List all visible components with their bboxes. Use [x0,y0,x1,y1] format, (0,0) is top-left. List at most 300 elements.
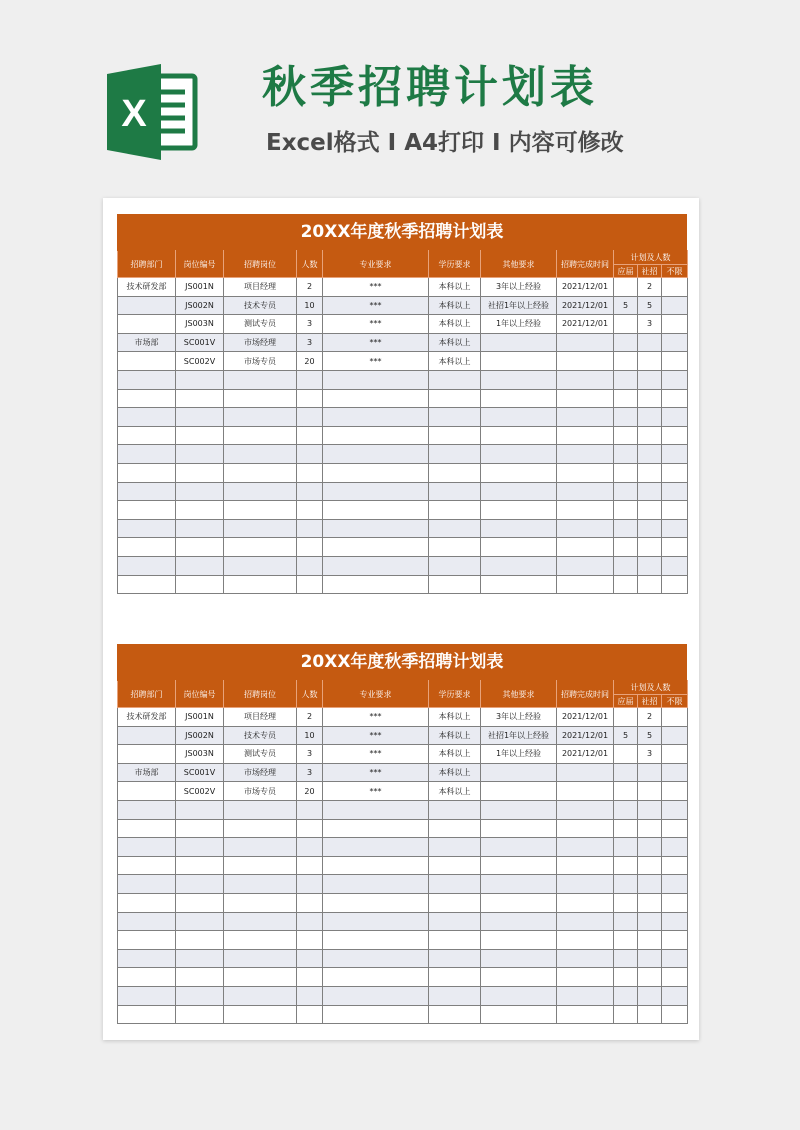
cell-major[interactable]: *** [323,315,429,334]
cell-edu[interactable] [429,408,481,427]
cell-code[interactable] [176,408,224,427]
cell-major[interactable] [323,1005,429,1024]
cell-code[interactable]: JS002N [176,296,224,315]
cell-edu[interactable] [429,838,481,857]
cell-fresh[interactable] [614,819,638,838]
cell-dept[interactable] [118,501,176,520]
cell-fresh[interactable] [614,278,638,297]
cell-count[interactable] [297,875,323,894]
cell-date[interactable] [557,968,614,987]
cell-fresh[interactable] [614,333,638,352]
cell-code[interactable] [176,463,224,482]
cell-fresh[interactable]: 5 [614,296,638,315]
cell-fresh[interactable] [614,968,638,987]
cell-code[interactable] [176,556,224,575]
cell-date[interactable] [557,556,614,575]
cell-dept[interactable] [118,1005,176,1024]
cell-date[interactable] [557,912,614,931]
cell-position[interactable] [224,875,297,894]
cell-other[interactable] [481,352,557,371]
cell-position[interactable]: 市场专员 [224,352,297,371]
cell-edu[interactable]: 本科以上 [429,726,481,745]
cell-edu[interactable] [429,370,481,389]
cell-social[interactable] [638,538,662,557]
cell-any[interactable] [662,426,688,445]
cell-major[interactable] [323,931,429,950]
cell-social[interactable]: 3 [638,315,662,334]
cell-dept[interactable] [118,538,176,557]
cell-date[interactable] [557,463,614,482]
cell-social[interactable] [638,519,662,538]
cell-other[interactable] [481,838,557,857]
cell-count[interactable]: 3 [297,745,323,764]
cell-major[interactable] [323,838,429,857]
cell-any[interactable] [662,912,688,931]
cell-other[interactable] [481,931,557,950]
cell-position[interactable] [224,463,297,482]
cell-fresh[interactable] [614,370,638,389]
cell-position[interactable] [224,389,297,408]
cell-date[interactable] [557,482,614,501]
cell-major[interactable] [323,875,429,894]
cell-fresh[interactable] [614,445,638,464]
cell-code[interactable] [176,538,224,557]
cell-other[interactable]: 社招1年以上经验 [481,296,557,315]
cell-code[interactable] [176,800,224,819]
cell-fresh[interactable] [614,838,638,857]
cell-code[interactable] [176,482,224,501]
cell-any[interactable] [662,893,688,912]
cell-dept[interactable] [118,556,176,575]
cell-date[interactable] [557,426,614,445]
cell-any[interactable] [662,838,688,857]
cell-any[interactable] [662,501,688,520]
cell-other[interactable] [481,986,557,1005]
cell-social[interactable] [638,352,662,371]
cell-code[interactable] [176,389,224,408]
cell-other[interactable] [481,538,557,557]
cell-date[interactable] [557,408,614,427]
cell-edu[interactable] [429,389,481,408]
cell-fresh[interactable] [614,315,638,334]
cell-social[interactable] [638,482,662,501]
cell-any[interactable] [662,575,688,594]
cell-major[interactable] [323,538,429,557]
cell-any[interactable] [662,333,688,352]
cell-fresh[interactable] [614,856,638,875]
cell-any[interactable] [662,856,688,875]
cell-dept[interactable] [118,726,176,745]
cell-count[interactable] [297,838,323,857]
cell-count[interactable] [297,575,323,594]
cell-other[interactable] [481,968,557,987]
cell-other[interactable] [481,501,557,520]
cell-dept[interactable] [118,445,176,464]
cell-social[interactable] [638,912,662,931]
cell-edu[interactable] [429,445,481,464]
cell-date[interactable] [557,763,614,782]
cell-code[interactable]: SC001V [176,333,224,352]
cell-edu[interactable]: 本科以上 [429,296,481,315]
cell-other[interactable] [481,333,557,352]
cell-date[interactable] [557,352,614,371]
cell-fresh[interactable] [614,708,638,727]
cell-major[interactable]: *** [323,782,429,801]
cell-count[interactable]: 2 [297,278,323,297]
cell-fresh[interactable] [614,519,638,538]
cell-count[interactable] [297,538,323,557]
cell-date[interactable]: 2021/12/01 [557,296,614,315]
cell-any[interactable] [662,1005,688,1024]
cell-edu[interactable] [429,556,481,575]
cell-edu[interactable] [429,482,481,501]
cell-major[interactable]: *** [323,708,429,727]
cell-major[interactable] [323,912,429,931]
cell-code[interactable]: JS002N [176,726,224,745]
cell-other[interactable] [481,1005,557,1024]
cell-code[interactable] [176,426,224,445]
cell-other[interactable] [481,482,557,501]
cell-fresh[interactable] [614,800,638,819]
cell-count[interactable] [297,482,323,501]
cell-position[interactable] [224,426,297,445]
cell-date[interactable] [557,445,614,464]
cell-other[interactable] [481,370,557,389]
cell-any[interactable] [662,463,688,482]
cell-fresh[interactable]: 5 [614,726,638,745]
cell-position[interactable] [224,912,297,931]
cell-social[interactable]: 5 [638,296,662,315]
cell-code[interactable] [176,893,224,912]
cell-major[interactable]: *** [323,726,429,745]
cell-edu[interactable] [429,949,481,968]
cell-dept[interactable] [118,838,176,857]
cell-position[interactable]: 技术专员 [224,296,297,315]
cell-code[interactable] [176,519,224,538]
cell-position[interactable] [224,482,297,501]
cell-any[interactable] [662,875,688,894]
cell-dept[interactable] [118,893,176,912]
cell-date[interactable]: 2021/12/01 [557,278,614,297]
cell-other[interactable] [481,556,557,575]
cell-social[interactable] [638,426,662,445]
cell-count[interactable] [297,501,323,520]
cell-date[interactable]: 2021/12/01 [557,745,614,764]
cell-dept[interactable] [118,782,176,801]
cell-social[interactable] [638,819,662,838]
cell-code[interactable]: SC002V [176,352,224,371]
cell-any[interactable] [662,968,688,987]
cell-date[interactable] [557,800,614,819]
cell-edu[interactable] [429,856,481,875]
cell-other[interactable]: 1年以上经验 [481,745,557,764]
cell-count[interactable]: 10 [297,296,323,315]
cell-any[interactable] [662,370,688,389]
cell-code[interactable] [176,1005,224,1024]
cell-edu[interactable] [429,912,481,931]
cell-other[interactable]: 3年以上经验 [481,278,557,297]
cell-count[interactable]: 2 [297,708,323,727]
cell-other[interactable] [481,389,557,408]
cell-edu[interactable]: 本科以上 [429,333,481,352]
cell-social[interactable] [638,893,662,912]
cell-fresh[interactable] [614,782,638,801]
cell-social[interactable] [638,333,662,352]
cell-other[interactable] [481,893,557,912]
cell-major[interactable] [323,408,429,427]
cell-edu[interactable]: 本科以上 [429,315,481,334]
cell-other[interactable] [481,575,557,594]
cell-edu[interactable] [429,1005,481,1024]
cell-any[interactable] [662,538,688,557]
cell-any[interactable] [662,408,688,427]
cell-date[interactable] [557,333,614,352]
cell-position[interactable] [224,838,297,857]
cell-edu[interactable] [429,463,481,482]
cell-social[interactable] [638,501,662,520]
cell-edu[interactable] [429,968,481,987]
cell-any[interactable] [662,315,688,334]
cell-count[interactable] [297,968,323,987]
cell-fresh[interactable] [614,912,638,931]
cell-count[interactable] [297,931,323,950]
cell-other[interactable] [481,782,557,801]
cell-count[interactable] [297,986,323,1005]
cell-count[interactable]: 3 [297,315,323,334]
cell-date[interactable] [557,856,614,875]
cell-social[interactable] [638,445,662,464]
cell-date[interactable] [557,819,614,838]
cell-code[interactable]: JS001N [176,708,224,727]
cell-code[interactable]: JS003N [176,745,224,764]
cell-fresh[interactable] [614,1005,638,1024]
cell-position[interactable] [224,856,297,875]
cell-edu[interactable] [429,819,481,838]
cell-other[interactable]: 社招1年以上经验 [481,726,557,745]
cell-social[interactable] [638,875,662,894]
cell-social[interactable]: 2 [638,278,662,297]
cell-other[interactable] [481,856,557,875]
cell-any[interactable] [662,556,688,575]
cell-social[interactable] [638,1005,662,1024]
cell-code[interactable] [176,912,224,931]
cell-social[interactable]: 3 [638,745,662,764]
cell-count[interactable] [297,912,323,931]
cell-position[interactable]: 市场经理 [224,333,297,352]
cell-social[interactable] [638,782,662,801]
cell-dept[interactable] [118,426,176,445]
cell-other[interactable] [481,875,557,894]
cell-major[interactable] [323,949,429,968]
cell-dept[interactable] [118,800,176,819]
cell-social[interactable] [638,556,662,575]
cell-any[interactable] [662,389,688,408]
cell-other[interactable] [481,949,557,968]
cell-position[interactable] [224,1005,297,1024]
cell-count[interactable] [297,370,323,389]
cell-count[interactable] [297,949,323,968]
cell-position[interactable] [224,968,297,987]
cell-code[interactable] [176,968,224,987]
cell-fresh[interactable] [614,463,638,482]
cell-major[interactable] [323,482,429,501]
cell-count[interactable]: 20 [297,782,323,801]
cell-any[interactable] [662,278,688,297]
cell-fresh[interactable] [614,389,638,408]
cell-date[interactable] [557,931,614,950]
cell-edu[interactable] [429,575,481,594]
cell-position[interactable] [224,949,297,968]
cell-major[interactable] [323,819,429,838]
cell-code[interactable] [176,445,224,464]
cell-code[interactable] [176,949,224,968]
cell-dept[interactable] [118,819,176,838]
cell-edu[interactable] [429,893,481,912]
cell-social[interactable] [638,408,662,427]
cell-any[interactable] [662,745,688,764]
cell-other[interactable] [481,519,557,538]
cell-any[interactable] [662,763,688,782]
cell-major[interactable]: *** [323,278,429,297]
cell-fresh[interactable] [614,986,638,1005]
cell-edu[interactable] [429,501,481,520]
cell-position[interactable]: 市场经理 [224,763,297,782]
cell-any[interactable] [662,296,688,315]
cell-dept[interactable] [118,949,176,968]
cell-edu[interactable]: 本科以上 [429,352,481,371]
cell-other[interactable] [481,800,557,819]
cell-major[interactable]: *** [323,763,429,782]
cell-major[interactable] [323,463,429,482]
cell-edu[interactable] [429,931,481,950]
cell-major[interactable] [323,389,429,408]
cell-social[interactable] [638,949,662,968]
cell-fresh[interactable] [614,575,638,594]
cell-position[interactable] [224,575,297,594]
cell-position[interactable] [224,986,297,1005]
cell-other[interactable] [481,408,557,427]
cell-dept[interactable] [118,968,176,987]
cell-major[interactable] [323,856,429,875]
cell-position[interactable]: 项目经理 [224,278,297,297]
cell-social[interactable]: 5 [638,726,662,745]
cell-major[interactable]: *** [323,745,429,764]
cell-date[interactable] [557,949,614,968]
cell-any[interactable] [662,949,688,968]
cell-position[interactable] [224,893,297,912]
cell-dept[interactable] [118,482,176,501]
cell-edu[interactable] [429,800,481,819]
cell-date[interactable] [557,875,614,894]
cell-any[interactable] [662,800,688,819]
cell-dept[interactable] [118,875,176,894]
cell-edu[interactable]: 本科以上 [429,782,481,801]
cell-other[interactable] [481,463,557,482]
cell-count[interactable] [297,389,323,408]
cell-edu[interactable] [429,986,481,1005]
cell-major[interactable] [323,556,429,575]
cell-count[interactable] [297,445,323,464]
cell-major[interactable] [323,426,429,445]
cell-dept[interactable] [118,389,176,408]
cell-other[interactable] [481,912,557,931]
cell-count[interactable]: 10 [297,726,323,745]
cell-any[interactable] [662,782,688,801]
cell-code[interactable]: JS003N [176,315,224,334]
cell-major[interactable] [323,986,429,1005]
cell-position[interactable] [224,556,297,575]
cell-position[interactable] [224,538,297,557]
cell-dept[interactable] [118,463,176,482]
cell-dept[interactable] [118,352,176,371]
cell-social[interactable] [638,575,662,594]
cell-date[interactable]: 2021/12/01 [557,708,614,727]
cell-any[interactable] [662,726,688,745]
cell-dept[interactable]: 技术研发部 [118,278,176,297]
cell-code[interactable]: JS001N [176,278,224,297]
cell-fresh[interactable] [614,482,638,501]
cell-count[interactable]: 20 [297,352,323,371]
cell-code[interactable] [176,575,224,594]
cell-dept[interactable] [118,370,176,389]
cell-dept[interactable] [118,519,176,538]
cell-dept[interactable] [118,745,176,764]
cell-fresh[interactable] [614,408,638,427]
cell-position[interactable] [224,819,297,838]
cell-social[interactable]: 2 [638,708,662,727]
cell-date[interactable] [557,501,614,520]
cell-code[interactable] [176,819,224,838]
cell-major[interactable] [323,893,429,912]
cell-fresh[interactable] [614,352,638,371]
cell-fresh[interactable] [614,426,638,445]
cell-major[interactable]: *** [323,296,429,315]
cell-date[interactable]: 2021/12/01 [557,726,614,745]
cell-date[interactable] [557,370,614,389]
cell-fresh[interactable] [614,949,638,968]
cell-other[interactable] [481,763,557,782]
cell-edu[interactable]: 本科以上 [429,708,481,727]
cell-any[interactable] [662,708,688,727]
cell-social[interactable] [638,800,662,819]
cell-code[interactable] [176,875,224,894]
cell-date[interactable] [557,838,614,857]
cell-major[interactable] [323,445,429,464]
cell-date[interactable] [557,782,614,801]
cell-date[interactable] [557,893,614,912]
cell-dept[interactable] [118,315,176,334]
cell-major[interactable] [323,575,429,594]
cell-date[interactable] [557,389,614,408]
cell-edu[interactable] [429,426,481,445]
cell-social[interactable] [638,968,662,987]
cell-position[interactable]: 测试专员 [224,315,297,334]
cell-count[interactable]: 3 [297,333,323,352]
cell-social[interactable] [638,389,662,408]
cell-any[interactable] [662,352,688,371]
cell-fresh[interactable] [614,931,638,950]
cell-count[interactable] [297,556,323,575]
cell-dept[interactable] [118,296,176,315]
cell-major[interactable] [323,519,429,538]
cell-fresh[interactable] [614,893,638,912]
cell-dept[interactable] [118,912,176,931]
cell-count[interactable] [297,1005,323,1024]
cell-code[interactable] [176,838,224,857]
cell-other[interactable] [481,445,557,464]
cell-social[interactable] [638,986,662,1005]
cell-position[interactable]: 项目经理 [224,708,297,727]
